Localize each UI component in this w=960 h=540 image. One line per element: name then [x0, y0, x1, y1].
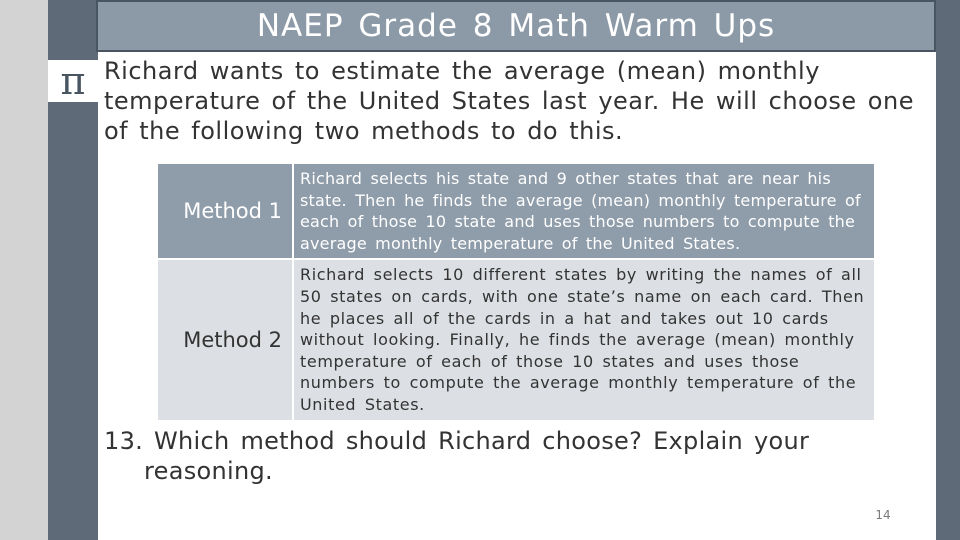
title-bar	[96, 0, 936, 52]
method-1-label: Method 1	[158, 164, 292, 258]
method-row-2	[158, 260, 874, 419]
method-2-label: Method 2	[158, 260, 292, 419]
method-1-description: Richard selects his state and 9 other states that are near his state. Then he finds the average (mean) monthly temperature of each of those 10 state and uses those numbers to compute the average monthly temperature of the United States.	[294, 164, 874, 258]
page-number: 14	[875, 508, 891, 522]
method-2-description: Richard selects 10 different states by writing the names of all 50 states on cards, with one state’s name on each card. Then he places all of the cards in a hat and takes out 10 cards without looking. Finally, he finds the average (mean) monthly temperature of each of those 10 states and uses those numbers to compute the average monthly temperature of the United States.	[294, 260, 874, 419]
question-13: 13. Which method should Richard choose? Explain your reasoning.	[104, 427, 810, 485]
method-row-1	[158, 164, 874, 258]
slide-title: NAEP Grade 8 Math Warm Ups	[256, 8, 776, 44]
pi-icon	[48, 60, 98, 102]
methods-table	[156, 162, 876, 422]
left-decor-strip	[0, 0, 48, 540]
intro-paragraph: Richard wants to estimate the average (mean) monthly temperature of the United States last year. He will choose one of the following two methods to do this.	[104, 57, 914, 145]
pi-glyph: π	[60, 59, 86, 103]
